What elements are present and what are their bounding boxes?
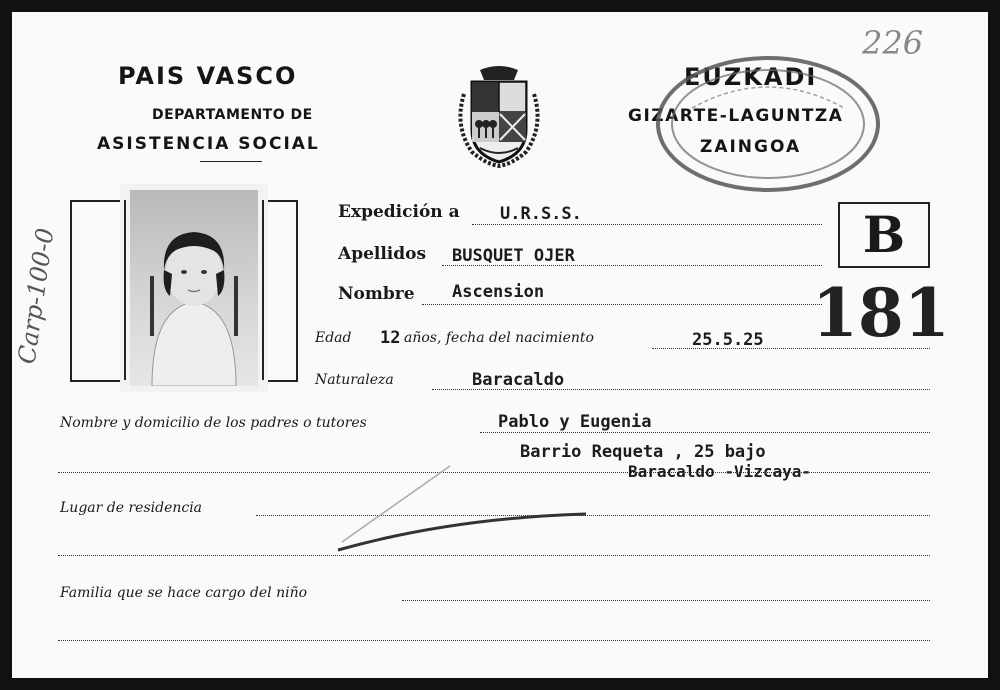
padres-line bbox=[480, 432, 930, 433]
padres-line3: Baracaldo -Vizcaya- bbox=[628, 462, 812, 481]
naturaleza-label: Naturaleza bbox=[315, 372, 394, 388]
nombre-line bbox=[422, 304, 822, 305]
expedicion-label: Expedición a bbox=[338, 202, 460, 222]
header-left-department: ASISTENCIA SOCIAL bbox=[97, 134, 320, 154]
category-letter: B bbox=[862, 205, 906, 264]
category-box bbox=[838, 202, 930, 268]
edad-value: 12 bbox=[380, 328, 401, 348]
header-right-line2: ZAINGOA bbox=[700, 137, 802, 157]
naturaleza-value: Baracaldo bbox=[472, 370, 565, 390]
header-right-line1: GIZARTE-LAGUNTZA bbox=[628, 106, 844, 126]
coat-of-arms-icon bbox=[450, 64, 548, 168]
archive-note: 226 bbox=[862, 24, 924, 62]
header-underline bbox=[200, 161, 262, 162]
expedicion-value: U.R.S.S. bbox=[500, 204, 582, 224]
category-number: 181 bbox=[812, 274, 950, 352]
edad-label: Edad bbox=[315, 330, 352, 346]
blank-line-3 bbox=[58, 640, 930, 641]
photo-divider-right bbox=[262, 200, 264, 380]
fecha-label: años, fecha del nacimiento bbox=[404, 330, 594, 346]
nombre-value: Ascension bbox=[452, 282, 545, 302]
header-left-subtitle: DEPARTAMENTO DE bbox=[152, 107, 313, 123]
header-right-title: EUZKADI bbox=[684, 63, 818, 91]
pen-stroke-icon bbox=[332, 462, 592, 562]
expedicion-line bbox=[472, 224, 822, 225]
familia-line bbox=[402, 600, 930, 601]
margin-note: Carp-100-0 bbox=[12, 226, 60, 366]
apellidos-label: Apellidos bbox=[338, 244, 427, 264]
identity-card bbox=[12, 12, 988, 678]
child-photo bbox=[130, 190, 258, 386]
nombre-label: Nombre bbox=[338, 284, 415, 304]
padres-line2: Barrio Requeta , 25 bajo bbox=[520, 442, 766, 462]
oval-stamp-icon bbox=[652, 52, 884, 196]
photo-divider-left bbox=[124, 200, 126, 380]
portrait-icon bbox=[130, 190, 258, 386]
padres-label: Nombre y domicilio de los padres o tutores bbox=[60, 415, 367, 431]
fecha-value: 25.5.25 bbox=[692, 330, 764, 350]
header-left-title: PAIS VASCO bbox=[118, 62, 298, 90]
residencia-label: Lugar de residencia bbox=[60, 500, 203, 516]
apellidos-value: BUSQUET OJER bbox=[452, 246, 575, 266]
padres-line1: Pablo y Eugenia bbox=[498, 412, 652, 432]
familia-label: Familia que se hace cargo del niño bbox=[60, 585, 308, 601]
